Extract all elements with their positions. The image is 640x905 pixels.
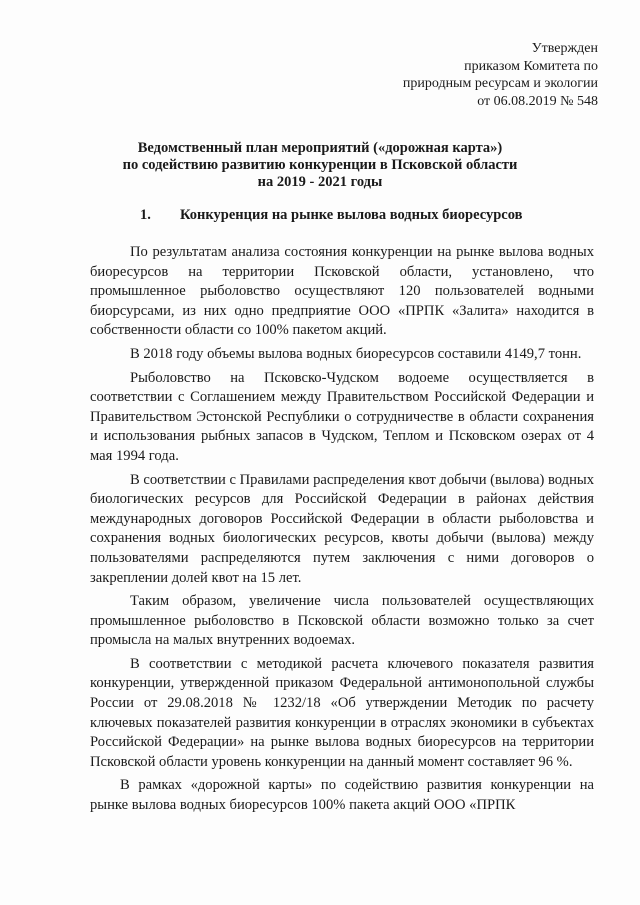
paragraph: В рамках «дорожной карты» по содействию развития конкуренции на рынке вылова водных биоресурсов 100% пакета акций ООО «ПРПК: [90, 777, 594, 814]
body-text: [90, 243, 594, 820]
paragraph: В соответствии с Правилами распределения квот добычи (вылова) водных биологических ресурсов для Российской Федерации в районах действия международных договоров Российской Федерации в области рыболовства и сохранения водных биологических ресурсов, квоты добычи (вылова) между пользователями распределяются путем заключения с ними договоров о закреплении долей квот на 15 лет.: [90, 471, 594, 586]
paragraph: В 2018 году объемы вылова водных биоресурсов составили 4149,7 тонн.: [130, 345, 582, 362]
approval-stamp: [403, 40, 598, 110]
document-title: [0, 140, 640, 191]
paragraph: По результатам анализа состояния конкуренции на рынке вылова водных биоресурсов на территории Псковской области, установлено, что промышленное рыболовство осуществляют 120 пользователей водными биорсурсами, из них одно предприятие ООО «ПРПК «Залита» находится в собственности области со 100% пакетом акций.: [90, 244, 594, 339]
title-line: на 2019 - 2021 годы: [257, 174, 383, 190]
section-heading: [140, 207, 522, 224]
approval-line: приказом Комитета по: [464, 58, 598, 74]
section-number: 1.: [140, 207, 151, 223]
paragraph: Рыболовство на Псковско-Чудском водоеме осуществляется в соответствии с Соглашением между Правительством Российской Федерации и Правительством Эстонской Республики о сотрудничестве в области сохранения и использования рыбных запасов в Чудском, Теплом и Псковском озерах от 4 мая 1994 года.: [90, 369, 594, 464]
section-title: Конкуренция на рынке вылова водных биоресурсов: [180, 207, 523, 223]
approval-line: природным ресурсам и экологии: [402, 76, 598, 91]
approval-line: от 06.08.2019 № 548: [477, 93, 598, 109]
title-line: Ведомственный план мероприятий («дорожная карта»): [137, 140, 503, 156]
paragraph: Таким образом, увеличение числа пользователей осуществляющих промышленное рыболовство в Псковской области возможно только за счет промысла на малых внутренних водоемах.: [90, 593, 594, 649]
approval-line: Утвержден: [531, 41, 598, 56]
paragraph: В соответствии с методикой расчета ключевого показателя развития конкуренции, утвержденной приказом Федеральной антимонопольной службы России от 29.08.2018 № 1232/18 «Об утверждении Методик по расчету ключевых показателей развития конкуренции в отраслях экономики в субъектах Российской Федерации» на рынке вылова водных биоресурсов на территории Псковской области уровень конкуренции на данный момент составляет 96 %.: [90, 655, 594, 770]
title-line: по содействию развитию конкуренции в Псковской области: [122, 157, 518, 173]
